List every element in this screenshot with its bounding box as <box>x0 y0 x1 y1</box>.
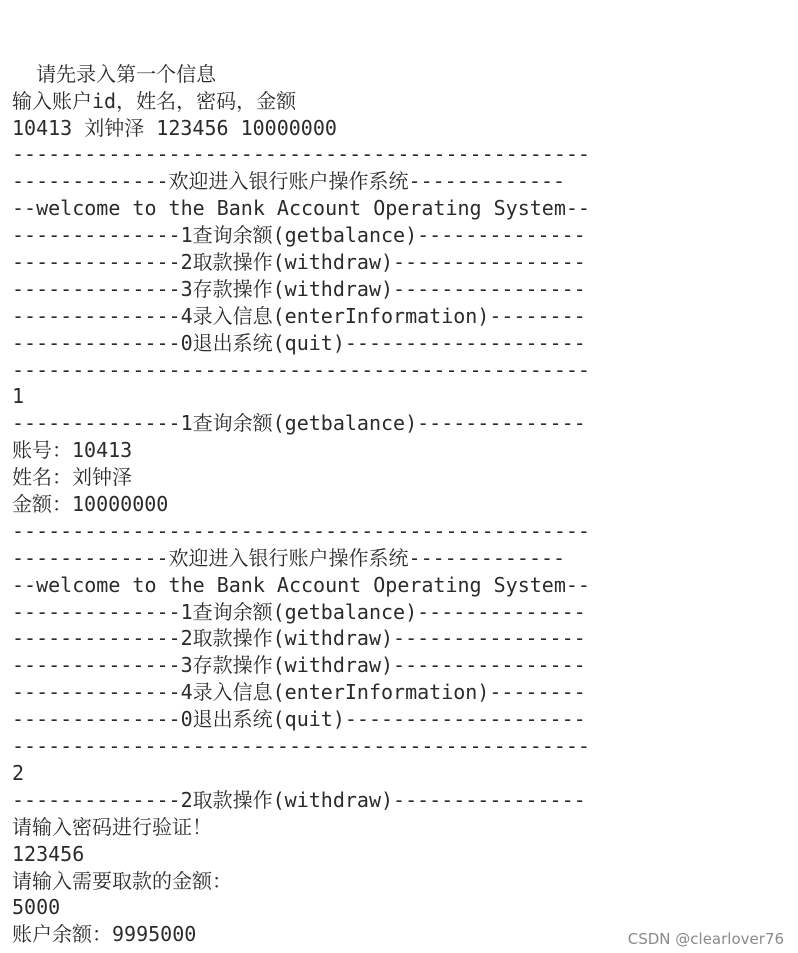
output-line: --------------2取款操作(withdraw)---------------- <box>12 250 586 275</box>
output-line: 1 <box>12 384 25 409</box>
output-line: 姓名：刘钟泽 <box>12 465 132 490</box>
output-line: ------------------------------------------------ <box>12 518 590 543</box>
output-line: ------------------------------------------------ <box>12 142 590 167</box>
output-line: ------------------------------------------------ <box>12 357 590 382</box>
output-line: 10413 刘钟泽 123456 10000000 <box>12 115 337 140</box>
output-line: --welcome to the Bank Account Operating System-- <box>12 196 590 221</box>
output-line: --------------1查询余额(getbalance)-------------- <box>12 411 586 436</box>
output-line: --welcome to the Bank Account Operating System-- <box>12 572 590 597</box>
output-line: 2 <box>12 760 25 785</box>
terminal-output <box>12 61 798 948</box>
output-line: 请输入密码进行验证！ <box>12 814 212 839</box>
output-line: --------------1查询余额(getbalance)-------------- <box>12 599 586 624</box>
output-line: 账号：10413 <box>12 438 133 463</box>
output-line: ------------------------------------------------ <box>12 734 590 759</box>
output-line: -------------欢迎进入银行账户操作系统------------- <box>12 169 566 194</box>
output-line: 123456 <box>12 841 85 866</box>
output-line: 金额：10000000 <box>12 492 169 517</box>
output-line: -------------欢迎进入银行账户操作系统------------- <box>12 545 566 570</box>
output-line: --------------2取款操作(withdraw)---------------- <box>12 787 586 812</box>
output-line: --------------1查询余额(getbalance)-------------- <box>12 223 586 248</box>
output-line: 请先录入第一个信息 <box>12 61 217 86</box>
output-line: 请输入需要取款的金额： <box>12 868 232 893</box>
output-line: --------------3存款操作(withdraw)---------------- <box>12 653 586 678</box>
output-line: --------------0退出系统(quit)-------------------- <box>12 707 586 732</box>
output-line: --------------4录入信息(enterInformation)-------- <box>12 680 586 705</box>
watermark: CSDN @clearlover76 <box>627 930 784 948</box>
output-line: 账户余额：9995000 <box>12 922 197 947</box>
prompt-line-javac <box>12 7 798 34</box>
output-line: 5000 <box>12 895 61 920</box>
output-line: --------------3存款操作(withdraw)---------------- <box>12 276 586 301</box>
output-line: --------------4录入信息(enterInformation)-------- <box>12 303 586 328</box>
output-line: --------------2取款操作(withdraw)---------------- <box>12 626 586 651</box>
output-line: 输入账户id，姓名，密码，金额 <box>12 88 297 113</box>
output-line: --------------0退出系统(quit)-------------------- <box>12 330 586 355</box>
prompt-line-java <box>12 34 798 61</box>
